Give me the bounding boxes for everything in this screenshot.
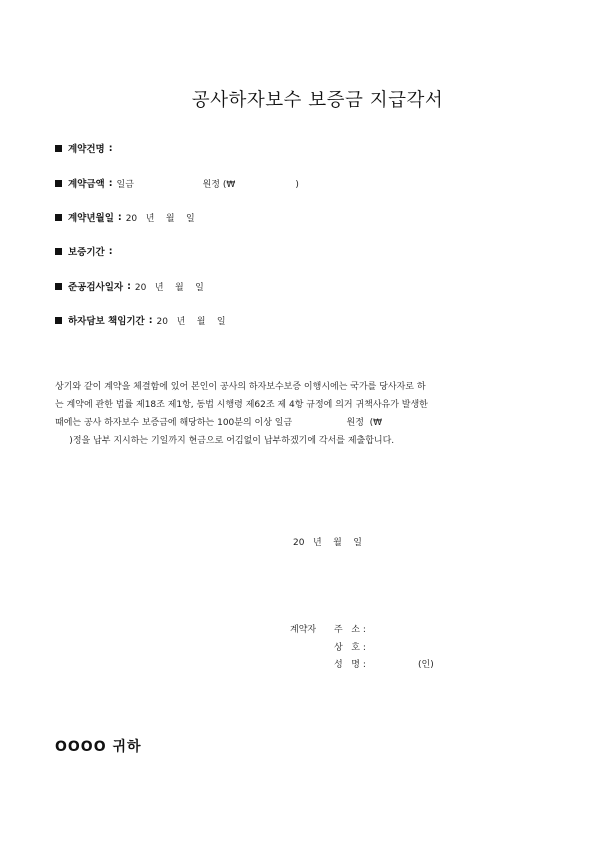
bullet-icon <box>55 145 62 152</box>
field-label: 계약건명 <box>68 144 105 155</box>
signature-name-label: 성 명 : <box>334 660 366 670</box>
field-label: 계약금액 <box>68 179 105 190</box>
body-line: )정을 납부 지시하는 기일까지 현금으로 어김없이 납부하겠기에 각서를 제출합니다. <box>55 436 395 446</box>
signature-party-label: 계약자 <box>290 625 317 635</box>
bullet-icon <box>55 214 62 221</box>
field-value: 20 년 월 일 <box>125 213 195 224</box>
field-colon: : <box>148 314 153 326</box>
addressee: OOOO 귀하 <box>55 739 142 755</box>
field-value: 20 년 월 일 <box>156 316 226 327</box>
bullet-icon <box>55 317 62 324</box>
signature-address-label: 주 소 : <box>334 625 366 635</box>
field-contract-name <box>55 141 117 155</box>
signature-company-label: 상 호 : <box>334 643 366 653</box>
seal-mark: (인) <box>418 660 434 670</box>
field-colon: : <box>108 142 113 154</box>
field-label: 보증기간 <box>68 247 105 258</box>
field-defect-liability-period <box>55 313 226 327</box>
field-colon: : <box>108 177 113 189</box>
bullet-icon <box>55 180 62 187</box>
bullet-icon <box>55 283 62 290</box>
field-value: 일금 원정 (₩ ) <box>116 179 299 190</box>
field-label: 하자담보 책임기간 <box>68 316 145 327</box>
field-contract-date <box>55 210 195 224</box>
field-contract-amount <box>55 176 299 190</box>
field-label: 계약년월일 <box>68 213 114 224</box>
body-line: 상기와 같이 계약을 체결함에 있어 본인이 공사의 하자보수보증 이행시에는 국가를 당사자로 하 <box>55 382 426 392</box>
body-paragraph <box>55 378 495 450</box>
field-colon: : <box>117 211 122 223</box>
body-line: 때에는 공사 하자보수 보증금에 해당하는 100분의 이상 일금 원정 (₩ <box>55 418 383 428</box>
field-inspection-date <box>55 279 204 293</box>
field-label: 준공검사일자 <box>68 282 124 293</box>
field-colon: : <box>127 280 131 292</box>
field-value: 20 년 월 일 <box>134 282 204 293</box>
field-warranty-period <box>55 244 117 258</box>
bullet-icon <box>55 248 62 255</box>
body-line: 는 계약에 관한 법률 제18조 제1항, 동법 시행령 제62조 제 4항 규정에 의거 귀책사유가 발생한 <box>55 400 428 410</box>
document-date: 20 년 월 일 <box>293 538 363 548</box>
document-title: 공사하자보수 보증금 지급각서 <box>191 90 444 111</box>
field-colon: : <box>108 245 113 257</box>
